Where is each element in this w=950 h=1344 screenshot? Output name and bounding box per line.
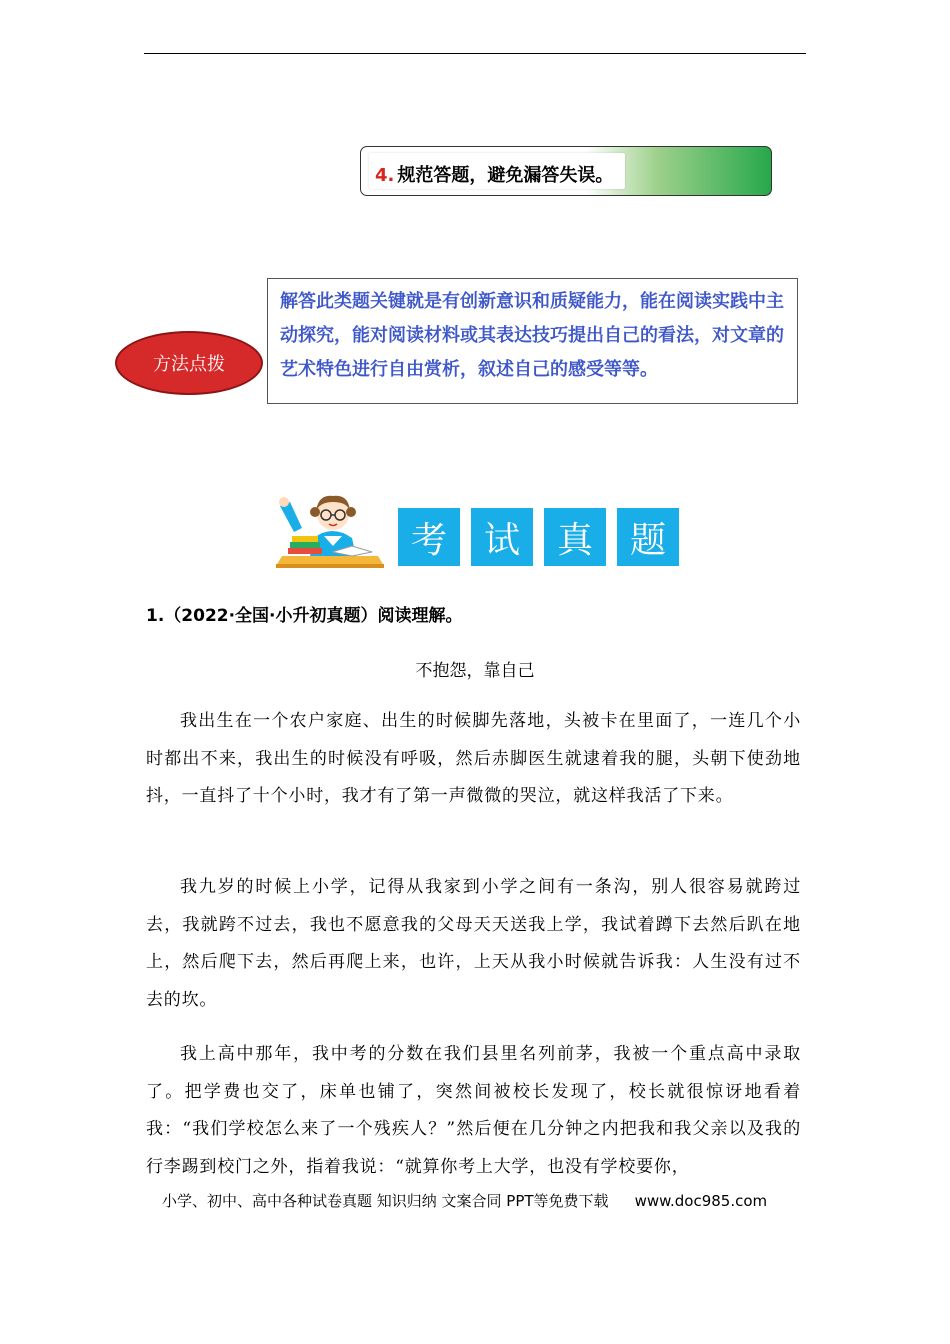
banner-char-1: 考 [398,508,460,566]
method-box [267,278,798,404]
banner-char-4: 题 [617,508,679,566]
banner-char-3: 真 [544,508,606,566]
article-title: 不抱怨，靠自己 [415,661,535,681]
method-label-oval [115,331,263,395]
question-heading: 1.（2022·全国·小升初真题）阅读理解。 [146,606,463,626]
footer [162,1190,767,1211]
article-paragraph: 我九岁的时候上小学，记得从我家到小学之间有一条沟，别人很容易就跨过去，我就跨不过去，我也不愿意我的父母天天送我上学，我试着蹲下去然后趴在地上，然后爬下去，然后再爬上来，也许，上天从我小时候就告诉我：人生没有过不去的坎。 [146,877,801,1010]
method-text: 解答此类题关键就是有创新意识和质疑能力，能在阅读实践中主动探究，能对阅读材料或其表达技巧提出自己的看法，对文章的艺术特色进行自由赏析，叙述自己的感受等等。 [280,291,784,380]
header-rule [144,53,806,54]
student-reading-illustration [272,488,388,568]
tip-label: 规范答题，避免漏答失误。 [397,165,614,186]
tip-text [375,161,613,187]
tip-banner [360,146,772,196]
tip-number: 4. [375,165,395,186]
article-paragraph: 我上高中那年，我中考的分数在我们县里名列前茅，我被一个重点高中录取了。把学费也交了，床单也铺了，突然间被校长发现了，校长就很惊讶地看着我：“我们学校怎么来了一个残疾人？”然后便在几分钟之内把我和我父亲以及我的行李踢到校门之外，指着我说：“就算你考上大学，也没有学校要你， [146,1044,801,1177]
footer-url[interactable]: www.doc985.com [634,1192,768,1210]
footer-text: 小学、初中、高中各种试卷真题 知识归纳 文案合同 PPT等免费下载 [162,1192,609,1210]
banner-char-2: 试 [471,508,533,566]
article-paragraph: 我出生在一个农户家庭、出生的时候脚先落地，头被卡在里面了，一连几个小时都出不来，我出生的时候没有呼吸，然后赤脚医生就逮着我的腿，头朝下使劲地抖，一直抖了十个小时，我才有了第一声微微的哭泣，就这样我活了下来。 [146,711,801,806]
method-label: 方法点拨 [153,354,225,375]
